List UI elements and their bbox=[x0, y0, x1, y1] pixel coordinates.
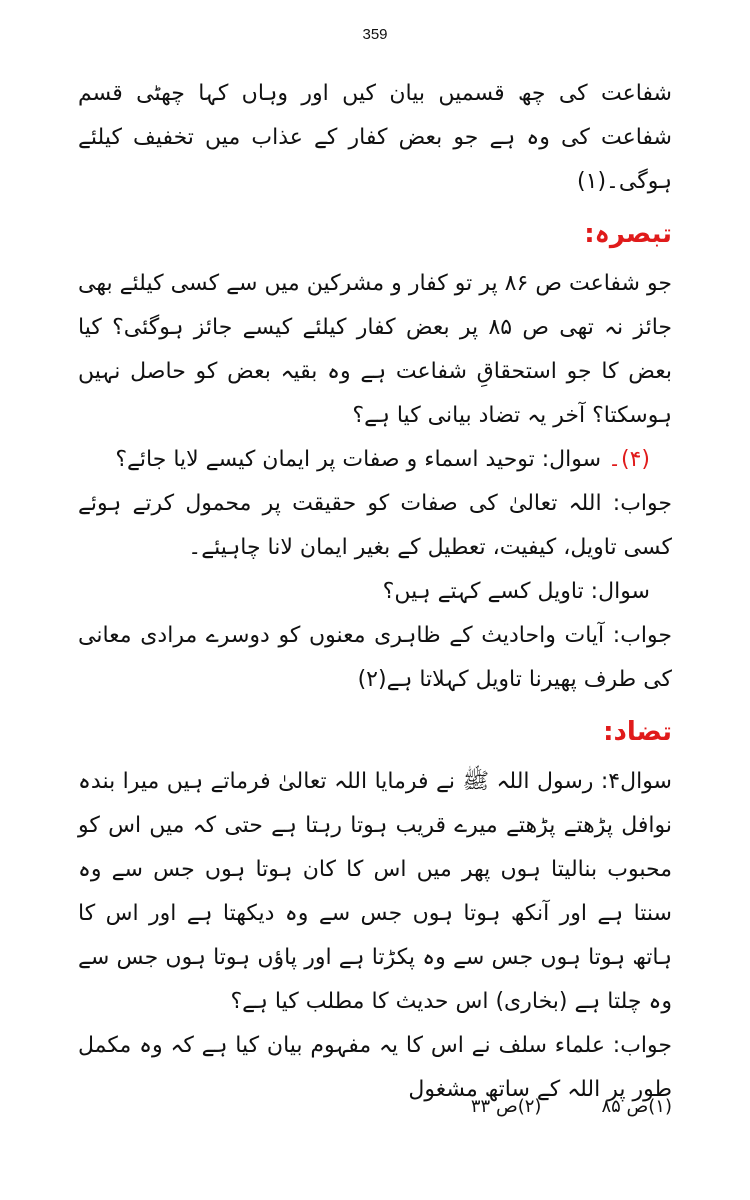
question-4 bbox=[78, 438, 672, 482]
answer-4: جواب: اللہ تعالیٰ کی صفات کو حقیقت پر محمول کرتے ہوئے کسی تاویل، کیفیت، تعطیل کے بغیر ایمان لانا چاہیئے۔ bbox=[78, 491, 672, 560]
answer-5: جواب: آیات واحادیث کے ظاہری معنوں کو دوسرے مرادی معانی کی طرف پھیرنا تاویل کہلاتا ہے(۲) bbox=[78, 623, 672, 692]
paragraph-tabsira: جو شفاعت ص ۸۶ پر تو کفار و مشرکین میں سے کسی کیلئے بھی جائز نہ تھی ص ۸۵ پر بعض کفار کیلئے کیسے جائز ہوگئی؟ کیا بعض کا جو استحقاقِ شفاعت ہے وہ بقیہ بعض کو حاصل نہیں ہوسکتا؟ آخر یہ تضاد بیانی کیا ہے؟ bbox=[78, 271, 672, 428]
question-5: سوال: تاویل کسے کہتے ہیں؟ bbox=[382, 579, 650, 604]
heading-tazad: تضاد: bbox=[603, 717, 672, 747]
heading-tabsira: تبصرہ: bbox=[584, 219, 672, 249]
question-6: سوال۴: رسول اللہ ﷺ نے فرمایا اللہ تعالیٰ فرماتے ہیں میرا بندہ نوافل پڑھتے پڑھتے میرے قریب ہوتا رہتا ہے حتی کہ میں اس کو محبوب بنالیتا ہوں پھر میں اس کا کان ہوتا ہوں جس سے وہ سنتا ہے اور آنکھ ہوتا ہوں جس سے وہ دیکھتا ہے اور اس کا ہاتھ ہوتا ہوں جس سے وہ پکڑتا ہے اور پاؤں ہوتا ہوں جس سے وہ چلتا ہے (بخاری) اس حدیث کا مطلب کیا ہے؟ bbox=[78, 769, 672, 1014]
question-number: (۴)۔ bbox=[608, 447, 650, 472]
footnote-2: (۲)ص ۳۳ bbox=[470, 1096, 542, 1117]
page-body bbox=[78, 72, 672, 1112]
question-text: سوال: توحید اسماء و صفات پر ایمان کیسے لایا جائے؟ bbox=[115, 447, 602, 472]
page-number: 359 bbox=[362, 26, 388, 43]
footnotes bbox=[440, 1096, 672, 1117]
footnote-1: (۱)ص ۸۵ bbox=[601, 1096, 672, 1117]
answer-6: جواب: علماء سلف نے اس کا یہ مفہوم بیان کیا ہے کہ وہ مکمل طور پر اللہ کے ساتھ مشغول bbox=[78, 1033, 672, 1102]
paragraph-intro: شفاعت کی چھ قسمیں بیان کیں اور وہاں کہا چھٹی قسم شفاعت کی وہ ہے جو بعض کفار کے عذاب میں تخفیف کیلئے ہوگی۔(۱) bbox=[78, 81, 672, 194]
